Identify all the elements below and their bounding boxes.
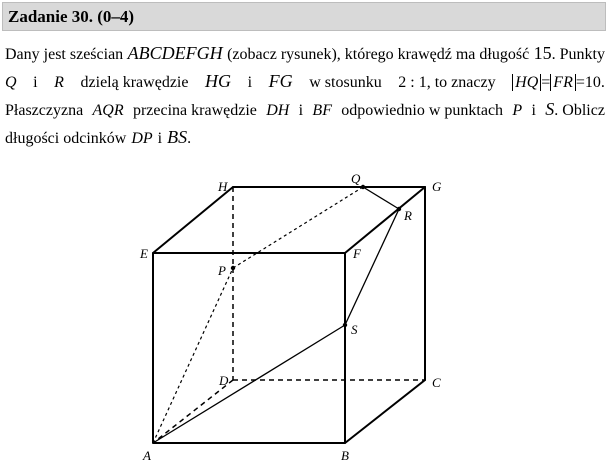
ratio: 2 : 1 xyxy=(398,74,427,91)
section-line-QR xyxy=(363,187,399,209)
label-A: A xyxy=(143,448,151,463)
hidden-edge-DA xyxy=(153,380,233,443)
edge-FG xyxy=(345,187,425,253)
label-C: C xyxy=(432,375,441,390)
label-P: P xyxy=(218,263,226,278)
label-B: B xyxy=(341,448,349,463)
edge-BC xyxy=(345,380,425,443)
edge-EH xyxy=(153,187,233,253)
point-Q xyxy=(361,185,365,189)
problem-line-3: Płaszczyzna AQR przecina krawędzie DH i BF odpowiednio w punktach P i S. Oblicz xyxy=(5,99,605,119)
equation: HQ = FR =10. xyxy=(512,70,605,96)
problem-line-1: Dany jest sześcian ABCDEFGH (zobacz rysunek), którego krawędź ma długość 15. Punkty xyxy=(5,40,605,68)
problem-line-4: długości odcinków DP i BS . xyxy=(5,127,192,147)
point-S xyxy=(343,323,347,327)
label-F: F xyxy=(353,246,361,261)
label-S: S xyxy=(351,322,358,337)
label-D: D xyxy=(219,373,229,388)
label-R: R xyxy=(404,208,412,223)
label-G: G xyxy=(432,179,442,194)
section-line-SA xyxy=(153,325,345,443)
section-line-PQ xyxy=(233,187,363,268)
point-P xyxy=(231,266,235,270)
cube-name: ABCDEFGH xyxy=(127,43,223,63)
label-H: H xyxy=(218,179,228,194)
task-title: Zadanie 30. (0–4) xyxy=(8,7,135,26)
edge-length: 15 xyxy=(533,43,552,63)
point-R xyxy=(397,207,401,211)
section-line-RS xyxy=(345,209,399,325)
front-face xyxy=(153,253,345,443)
section-line-AP xyxy=(153,268,233,443)
problem-line-2: Q i R dzielą krawędzie HG i FG w stosunku 2 : 1, to znaczy HQ = FR =10. xyxy=(5,68,605,96)
label-E: E xyxy=(140,246,148,261)
label-Q: Q xyxy=(351,171,361,186)
